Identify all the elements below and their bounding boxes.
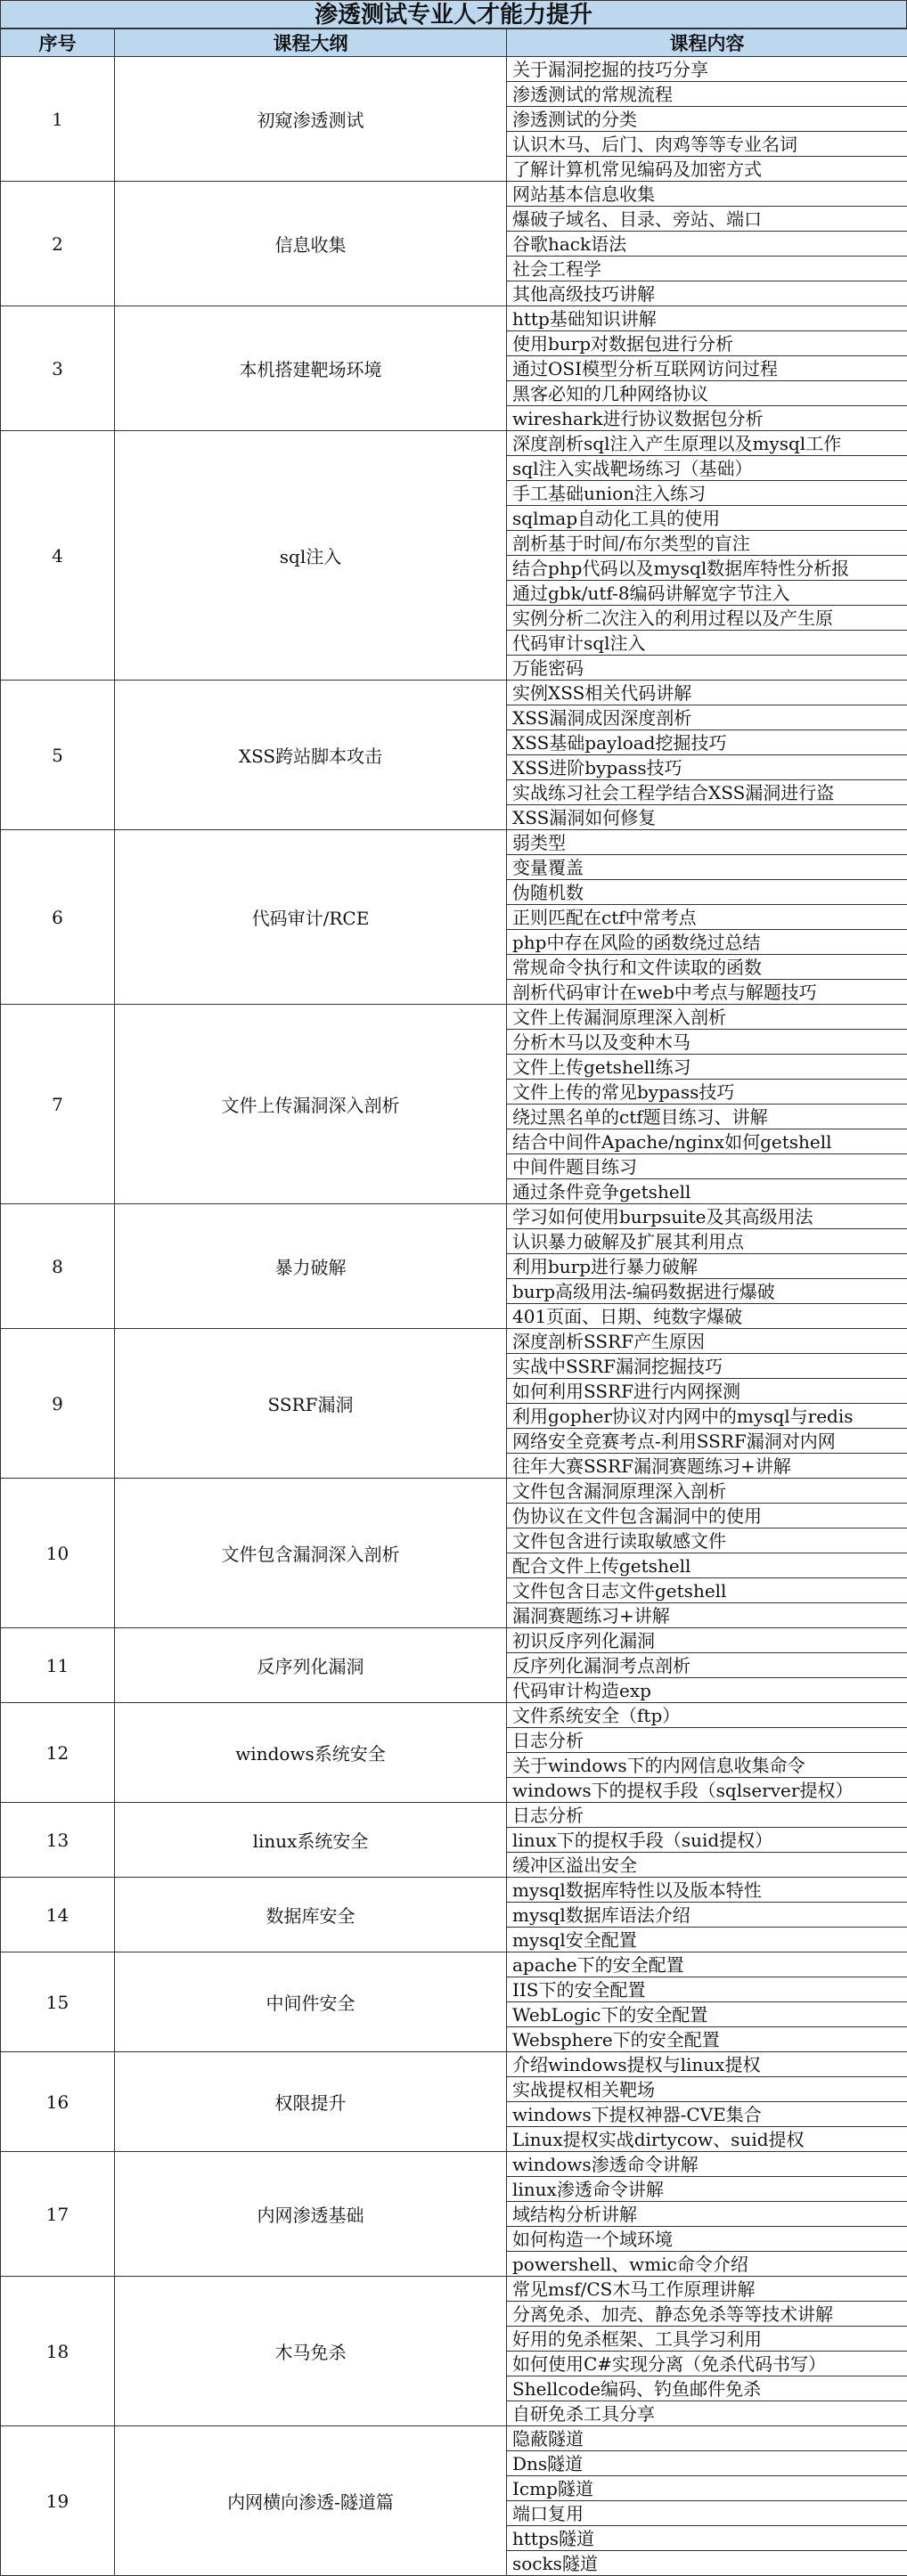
course-item: 代码审计构造exp (507, 1678, 907, 1703)
course-item: 往年大赛SSRF漏洞赛题练习+讲解 (507, 1454, 907, 1479)
course-item: 渗透测试的常规流程 (507, 82, 907, 107)
course-item: 隐蔽隧道 (507, 2426, 907, 2451)
course-item: 初识反序列化漏洞 (507, 1628, 907, 1653)
table-row (1, 2277, 907, 2302)
course-item: 渗透测试的分类 (507, 107, 907, 132)
section-index: 10 (1, 1479, 115, 1628)
course-item: php中存在风险的函数绕过总结 (507, 930, 907, 955)
course-item: 使用burp对数据包进行分析 (507, 331, 907, 356)
course-item: 文件包含进行读取敏感文件 (507, 1528, 907, 1553)
course-item: 弱类型 (507, 830, 907, 855)
course-item: 实例分析二次注入的利用过程以及产生原 (507, 606, 907, 631)
section-outline: 中间件安全 (115, 1952, 507, 2052)
course-item: 域结构分析讲解 (507, 2202, 907, 2227)
table-row (1, 1005, 907, 1030)
course-item: 如何利用SSRF进行内网探测 (507, 1379, 907, 1404)
section-index: 13 (1, 1803, 115, 1878)
section-index: 17 (1, 2152, 115, 2277)
section-index: 8 (1, 1204, 115, 1329)
course-item: 漏洞赛题练习+讲解 (507, 1603, 907, 1628)
table-row (1, 2152, 907, 2177)
course-item: XSS进阶bypass技巧 (507, 755, 907, 780)
section-outline: 代码审计/RCE (115, 830, 507, 1005)
section-index: 11 (1, 1628, 115, 1703)
course-item: 端口复用 (507, 2501, 907, 2526)
course-item: 了解计算机常见编码及加密方式 (507, 157, 907, 182)
course-item: 关于windows下的内网信息收集命令 (507, 1753, 907, 1778)
course-item: 谷歌hack语法 (507, 232, 907, 257)
table-row (1, 57, 907, 82)
course-item: 关于漏洞挖掘的技巧分享 (507, 57, 907, 82)
table-row (1, 830, 907, 855)
course-item: 介绍windows提权与linux提权 (507, 2052, 907, 2077)
course-item: mysql安全配置 (507, 1928, 907, 1952)
course-item: 其他高级技巧讲解 (507, 281, 907, 306)
course-item: 通过条件竞争getshell (507, 1179, 907, 1204)
table-row (1, 1703, 907, 1728)
course-item: 代码审计sql注入 (507, 631, 907, 656)
course-item: 认识暴力破解及扩展其利用点 (507, 1229, 907, 1254)
section-index: 6 (1, 830, 115, 1005)
course-item: 实战中SSRF漏洞挖掘技巧 (507, 1354, 907, 1379)
course-item: Websphere下的安全配置 (507, 2027, 907, 2052)
course-item: http基础知识讲解 (507, 306, 907, 331)
course-item: 常见msf/CS木马工作原理讲解 (507, 2277, 907, 2302)
section-index: 19 (1, 2426, 115, 2576)
course-item: mysql数据库特性以及版本特性 (507, 1878, 907, 1903)
table-row (1, 1878, 907, 1903)
course-item: 学习如何使用burpsuite及其高级用法 (507, 1204, 907, 1229)
header-content: 课程内容 (507, 29, 907, 57)
course-item: 伪随机数 (507, 880, 907, 905)
section-outline: 内网渗透基础 (115, 2152, 507, 2277)
course-item: 好用的免杀框架、工具学习利用 (507, 2327, 907, 2352)
table-row (1, 1952, 907, 1977)
course-item: XSS漏洞成因深度剖析 (507, 705, 907, 730)
course-item: 自研免杀工具分享 (507, 2401, 907, 2426)
course-item: 401页面、日期、纯数字爆破 (507, 1304, 907, 1329)
section-index: 14 (1, 1878, 115, 1952)
table-row (1, 2052, 907, 2077)
course-item: 网络安全竞赛考点-利用SSRF漏洞对内网 (507, 1429, 907, 1454)
section-outline: 文件上传漏洞深入剖析 (115, 1005, 507, 1204)
section-outline: linux系统安全 (115, 1803, 507, 1878)
course-item: 深度剖析SSRF产生原因 (507, 1329, 907, 1354)
course-table-body (1, 57, 907, 2576)
course-item: 实战提权相关靶场 (507, 2077, 907, 2102)
course-item: 文件上传的常见bypass技巧 (507, 1080, 907, 1105)
section-outline: 数据库安全 (115, 1878, 507, 1952)
course-item: 通过OSI模型分析互联网访问过程 (507, 356, 907, 381)
course-item: windows渗透命令讲解 (507, 2152, 907, 2177)
section-index: 7 (1, 1005, 115, 1204)
course-item: burp高级用法-编码数据进行爆破 (507, 1279, 907, 1304)
course-item: 正则匹配在ctf中常考点 (507, 905, 907, 930)
section-index: 16 (1, 2052, 115, 2152)
course-item: 利用gopher协议对内网中的mysql与redis (507, 1404, 907, 1429)
course-item: 常规命令执行和文件读取的函数 (507, 955, 907, 980)
section-index: 4 (1, 431, 115, 681)
table-row (1, 431, 907, 456)
section-outline: sql注入 (115, 431, 507, 681)
course-item: 实例XSS相关代码讲解 (507, 681, 907, 705)
course-item: Linux提权实战dirtycow、suid提权 (507, 2127, 907, 2152)
course-item: 反序列化漏洞考点剖析 (507, 1653, 907, 1678)
table-row (1, 2426, 907, 2451)
course-item: 剖析代码审计在web中考点与解题技巧 (507, 980, 907, 1005)
course-item: Dns隧道 (507, 2451, 907, 2476)
course-item: 中间件题目练习 (507, 1154, 907, 1179)
course-item: 日志分析 (507, 1728, 907, 1753)
section-index: 3 (1, 306, 115, 431)
course-item: 文件上传getshell练习 (507, 1055, 907, 1080)
course-item: 伪协议在文件包含漏洞中的使用 (507, 1504, 907, 1528)
header-index: 序号 (1, 29, 115, 57)
table-row (1, 182, 907, 207)
course-item: sqlmap自动化工具的使用 (507, 506, 907, 531)
course-item: powershell、wmic命令介绍 (507, 2252, 907, 2277)
course-item: XSS漏洞如何修复 (507, 805, 907, 830)
section-outline: 初窥渗透测试 (115, 57, 507, 182)
table-row (1, 681, 907, 705)
section-outline: windows系统安全 (115, 1703, 507, 1803)
course-item: 分析木马以及变种木马 (507, 1030, 907, 1055)
course-item: WebLogic下的安全配置 (507, 2002, 907, 2027)
course-item: 日志分析 (507, 1803, 907, 1828)
course-item: windows下的提权手段（sqlserver提权） (507, 1778, 907, 1803)
course-item: 利用burp进行暴力破解 (507, 1254, 907, 1279)
section-outline: 信息收集 (115, 182, 507, 306)
section-outline: 权限提升 (115, 2052, 507, 2152)
section-index: 9 (1, 1329, 115, 1479)
page-title: 渗透测试专业人才能力提升 (0, 0, 907, 29)
table-row (1, 306, 907, 331)
section-outline: 内网横向渗透-隧道篇 (115, 2426, 507, 2576)
course-item: socks隧道 (507, 2551, 907, 2576)
course-item: 文件系统安全（ftp） (507, 1703, 907, 1728)
section-index: 2 (1, 182, 115, 306)
section-index: 18 (1, 2277, 115, 2426)
section-outline: 文件包含漏洞深入剖析 (115, 1479, 507, 1628)
course-item: 缓冲区溢出安全 (507, 1853, 907, 1878)
course-item: 认识木马、后门、肉鸡等等专业名词 (507, 132, 907, 157)
section-index: 15 (1, 1952, 115, 2052)
course-item: linux下的提权手段（suid提权） (507, 1828, 907, 1853)
course-item: 文件上传漏洞原理深入剖析 (507, 1005, 907, 1030)
course-item: 如何使用C#实现分离（免杀代码书写） (507, 2352, 907, 2376)
section-index: 5 (1, 681, 115, 830)
course-item: 绕过黑名单的ctf题目练习、讲解 (507, 1105, 907, 1129)
course-item: 配合文件上传getshell (507, 1553, 907, 1578)
course-item: 社会工程学 (507, 257, 907, 281)
course-item: 文件包含日志文件getshell (507, 1578, 907, 1603)
course-item: 爆破子域名、目录、旁站、端口 (507, 207, 907, 232)
course-item: wireshark进行协议数据包分析 (507, 406, 907, 431)
section-outline: 反序列化漏洞 (115, 1628, 507, 1703)
table-row (1, 1329, 907, 1354)
course-item: 结合中间件Apache/nginx如何getshell (507, 1129, 907, 1154)
header-row (1, 29, 907, 57)
course-item: 深度剖析sql注入产生原理以及mysql工作 (507, 431, 907, 456)
course-item: XSS基础payload挖掘技巧 (507, 730, 907, 755)
course-item: 分离免杀、加壳、静态免杀等等技术讲解 (507, 2302, 907, 2327)
course-item: 实战练习社会工程学结合XSS漏洞进行盗 (507, 780, 907, 805)
course-item: 万能密码 (507, 656, 907, 681)
course-item: 通过gbk/utf-8编码讲解宽字节注入 (507, 581, 907, 606)
course-item: 网站基本信息收集 (507, 182, 907, 207)
course-item: 结合php代码以及mysql数据库特性分析报 (507, 556, 907, 581)
section-outline: 本机搭建靶场环境 (115, 306, 507, 431)
section-outline: 暴力破解 (115, 1204, 507, 1329)
course-item: apache下的安全配置 (507, 1952, 907, 1977)
course-item: windows下提权神器-CVE集合 (507, 2102, 907, 2127)
course-item: Shellcode编码、钓鱼邮件免杀 (507, 2376, 907, 2401)
course-item: 变量覆盖 (507, 855, 907, 880)
section-outline: SSRF漏洞 (115, 1329, 507, 1479)
course-item: Icmp隧道 (507, 2476, 907, 2501)
section-index: 12 (1, 1703, 115, 1803)
course-item: 手工基础union注入练习 (507, 481, 907, 506)
course-item: 黑客必知的几种网络协议 (507, 381, 907, 406)
section-outline: XSS跨站脚本攻击 (115, 681, 507, 830)
course-item: sql注入实战靶场练习（基础） (507, 456, 907, 481)
course-item: IIS下的安全配置 (507, 1977, 907, 2002)
table-row (1, 1204, 907, 1229)
section-outline: 木马免杀 (115, 2277, 507, 2426)
course-item: linux渗透命令讲解 (507, 2177, 907, 2202)
course-item: 如何构造一个域环境 (507, 2227, 907, 2252)
course-item: 剖析基于时间/布尔类型的盲注 (507, 531, 907, 556)
course-table (0, 29, 907, 2576)
header-outline: 课程大纲 (115, 29, 507, 57)
course-item: https隧道 (507, 2526, 907, 2551)
section-index: 1 (1, 57, 115, 182)
course-item: mysql数据库语法介绍 (507, 1903, 907, 1928)
table-row (1, 1479, 907, 1504)
table-row (1, 1628, 907, 1653)
table-row (1, 1803, 907, 1828)
course-item: 文件包含漏洞原理深入剖析 (507, 1479, 907, 1504)
